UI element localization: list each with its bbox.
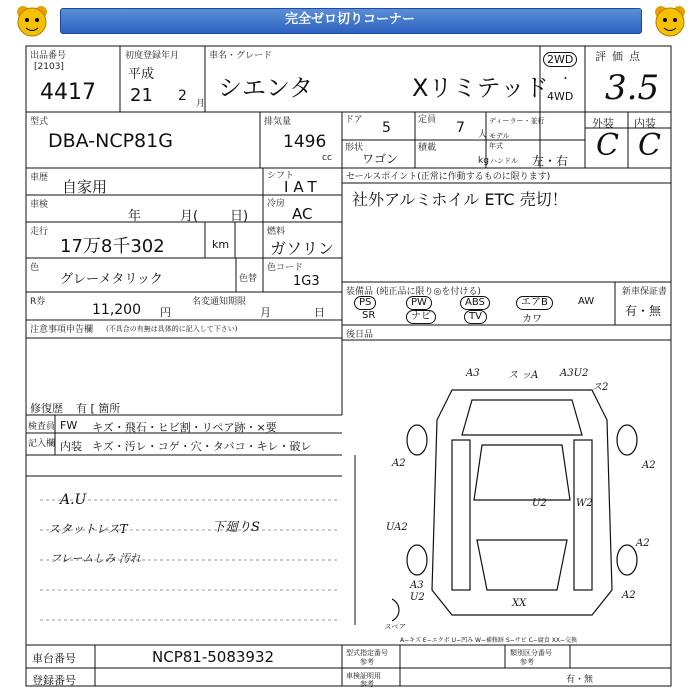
dealer-label: ディーラー・並行 (489, 117, 545, 125)
shift-value: IAT (284, 178, 322, 196)
capacity-value: 7 (456, 120, 465, 136)
color-change-label: 色替 (239, 274, 258, 284)
model-value: DBA-NCP81G (48, 130, 173, 152)
mark-ua2: UA2 (386, 522, 408, 533)
mark-a3u2: A3U2 (560, 368, 589, 379)
mark-a3-rear-left: A3 (410, 580, 424, 591)
footer-label: 車検証明用 (346, 672, 381, 680)
equipment-sub: (純正品に限り◎を付ける) (376, 287, 481, 297)
vin-value: NCP81-5083932 (152, 648, 275, 666)
mark-w2: W2 (576, 498, 593, 509)
mark-top-center: ス ッA (508, 370, 539, 381)
ac-label: 冷房 (267, 199, 286, 209)
inspection-label: 車検 (30, 200, 49, 210)
lot-number: 4417 (40, 80, 96, 105)
doors-value: 5 (382, 120, 391, 136)
color-code: 1G3 (293, 274, 320, 289)
equip-aw: AW (578, 296, 595, 307)
equip-pw: PW (406, 296, 432, 310)
rear-label: 後日品 (346, 330, 374, 340)
vin-label: 車台番号 (32, 652, 76, 665)
displacement-label: 排気量 (264, 117, 292, 127)
name-change-month: 月 (260, 306, 271, 319)
capacity-unit: 人 (478, 130, 488, 140)
usage-value: 自家用 (62, 178, 108, 196)
drive-2wd: 2WD (543, 52, 577, 67)
mark-a2-rear-right: A2 (636, 538, 650, 549)
handle-label: ハンドル (490, 157, 518, 165)
inspector-fw-items: キズ・飛石・ヒビ割・リペア跡・×要 (92, 421, 277, 434)
mark-spare: スペア (384, 623, 405, 631)
rating-ext: C (596, 128, 619, 163)
class-no-label: 類別区分番号 (510, 649, 552, 657)
inspector-label-2: 記入欄 (28, 439, 56, 449)
reg-no-label: 登録番号 (32, 674, 76, 687)
repair-value: 有 [ 箇所 (76, 402, 121, 415)
recycle-label: R券 (30, 297, 46, 307)
mark-u2-rear-left: U2 (410, 592, 425, 603)
sales-point-label: セールスポイント(正常に作動するものに限ります) (346, 172, 551, 182)
body-shape-value: ワゴン (362, 152, 399, 166)
repair-label: 修復歴 (30, 402, 63, 415)
rating-int-label: 内装 (634, 117, 656, 130)
displacement-unit: cc (322, 153, 332, 163)
footer-sub: 参考 (360, 680, 374, 688)
first-reg-label: 初度登録年月 (125, 51, 180, 61)
model-year-label: モデル年式 (489, 132, 510, 150)
type-no-sub: 参考 (360, 658, 374, 666)
car-grade: Xリミテッド (412, 74, 549, 102)
color-label: 色 (30, 263, 40, 273)
usage-label: 車歴 (30, 173, 49, 183)
drive-4wd: 4WD (547, 90, 574, 103)
inspection-year: 年 (128, 209, 142, 224)
inspector-int-items: キズ・汚レ・コゲ・穴・タバコ・キレ・破レ (92, 440, 312, 453)
equip-airbag: エアB (516, 296, 553, 310)
body-shape-label: 形状 (345, 143, 364, 153)
rating-ext-label: 外装 (592, 117, 614, 130)
handle-value: 左・右 (532, 154, 569, 168)
equip-navi: ナビ (406, 310, 436, 324)
sales-point-value: 社外アルミホイル ETC 売切！ (352, 190, 568, 209)
equip-abs: ABS (460, 296, 490, 310)
equip-tv: TV (464, 310, 487, 324)
rating-int: C (638, 128, 661, 163)
doors-label: ドア (345, 115, 363, 125)
damage-legend: A−キズ E−エクボ U−凹み W−補修跡 S−サビ C−腐食 XX−交換 (400, 637, 577, 644)
notes-label: 注意事項申告欄 (30, 325, 94, 335)
load-label: 積載 (418, 143, 437, 153)
inspector-int-label: 内装 (60, 440, 82, 453)
inspection-month: 月( (180, 209, 199, 224)
fuel-label: 燃料 (267, 227, 286, 237)
mark-a2-left: A2 (392, 458, 406, 469)
footer-value: 有・無 (566, 675, 594, 685)
mark-a2-rear: A2 (622, 590, 636, 601)
load-unit: kg (478, 156, 489, 166)
name-change-day: 日 (314, 306, 325, 319)
inspector-fw-label: FW (60, 419, 78, 432)
rating-label: 評価点 (595, 50, 646, 63)
equip-leather: カワ (522, 314, 542, 325)
equipment-label: 装備品 (346, 287, 374, 297)
ac-value: AC (292, 205, 313, 223)
first-reg-era: 平成 (128, 67, 155, 82)
type-no-label: 型式指定番号 (346, 649, 388, 657)
diagram-marks (380, 360, 660, 640)
mark-a2-right: A2 (642, 460, 656, 471)
warranty-value: 有・無 (625, 304, 662, 318)
inspector-label-1: 検査員 (28, 422, 56, 432)
first-reg-month: 2 (178, 88, 187, 104)
mileage-label: 走行 (30, 227, 49, 237)
class-no-sub: 参考 (520, 658, 534, 666)
rating-value: 3.5 (605, 68, 660, 108)
color-code-label: 色コード (267, 263, 304, 273)
notes-sub: (不具合の有無は具体的に記入して下さい) (106, 325, 238, 333)
inspection-day: 日) (230, 209, 249, 224)
note-line-1: A.U (60, 492, 87, 508)
recycle-unit: 円 (160, 306, 171, 319)
mileage-unit: km (212, 238, 230, 251)
first-reg-year: 21 (130, 85, 153, 106)
mark-xx: XX (512, 598, 527, 609)
mark-s2: ス2 (592, 382, 609, 393)
shift-label: シフト (267, 171, 295, 181)
warranty-label: 新車保証書 (622, 287, 668, 297)
color-value: グレーメタリック (60, 272, 163, 287)
note-line-3: フレームしみ 汚れ (50, 552, 142, 565)
fuel-value: ガソリン (270, 239, 335, 258)
recycle-value: 11,200 (92, 302, 141, 318)
equip-ps: PS (354, 296, 376, 310)
mileage-value: 17万8千302 (60, 236, 165, 257)
lot-sub: [2103] (34, 62, 64, 72)
equip-sr: SR (362, 310, 376, 321)
car-label: 車名・グレード (209, 51, 273, 61)
page-title: 完全ゼロ切りコーナー (284, 12, 415, 27)
note-line-2: スタットレスT (48, 522, 128, 536)
displacement-value: 1496 (283, 132, 327, 152)
lot-label: 出品番号 (30, 51, 67, 61)
first-reg-month-unit: 月 (196, 99, 206, 109)
drive-dot: ・ (560, 72, 571, 85)
note-line-4: 下廻りS (212, 520, 260, 535)
model-label: 型式 (30, 117, 49, 127)
capacity-label: 定員 (418, 115, 437, 125)
mark-a3-top: A3 (466, 368, 480, 379)
name-change-label: 名変通知期限 (192, 297, 247, 307)
car-name: シエンタ (218, 74, 314, 102)
mark-u2-center: U2 (532, 498, 547, 509)
